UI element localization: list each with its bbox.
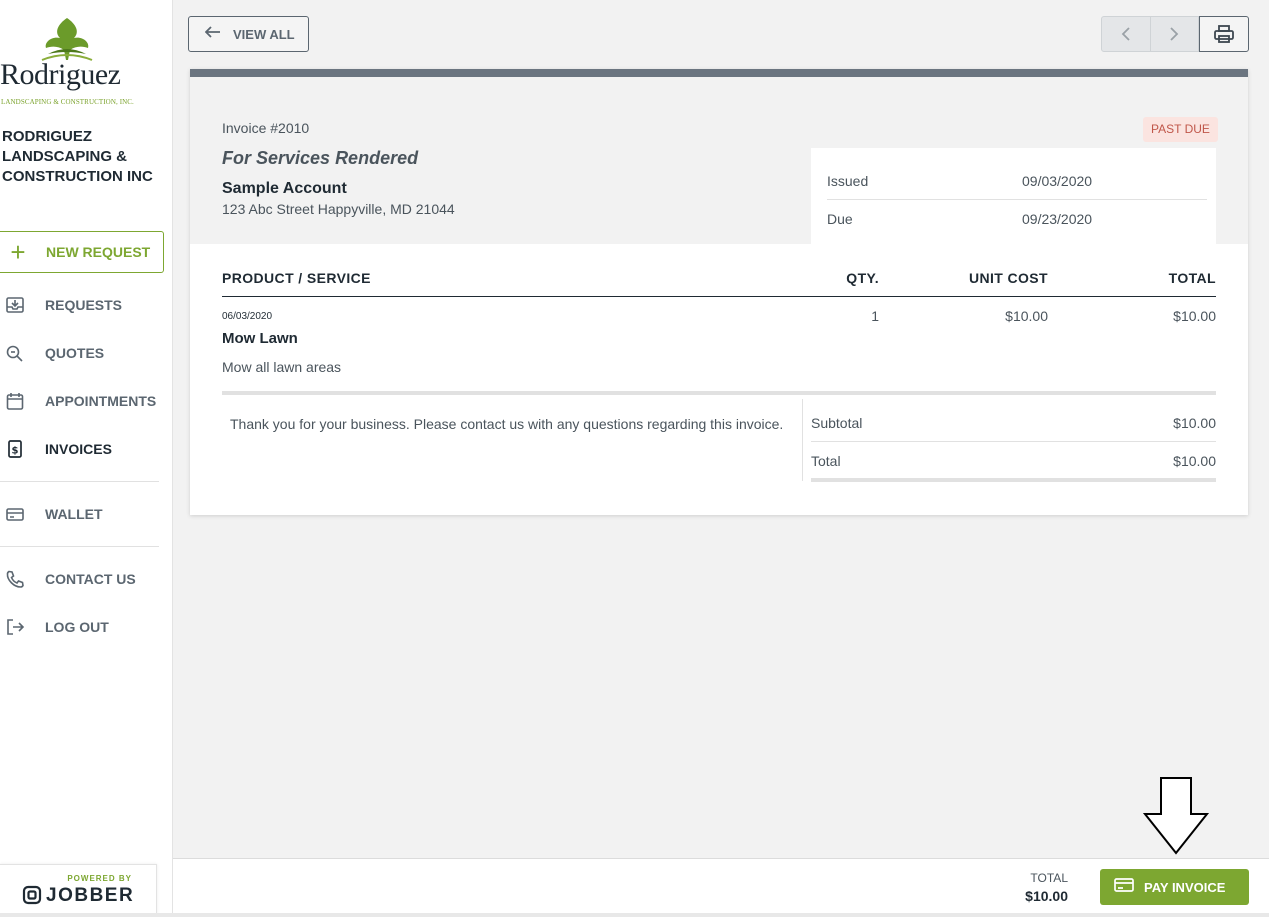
footer-total-value: $10.00: [1025, 888, 1068, 904]
sidebar-item-appointments[interactable]: [0, 383, 165, 419]
account-address: 123 Abc Street Happyville, MD 21044: [222, 201, 455, 217]
sidebar-item-contact-us[interactable]: [0, 561, 165, 597]
company-name: RODRIGUEZ LANDSCAPING & CONSTRUCTION INC: [2, 128, 153, 185]
svg-text:$: $: [11, 445, 19, 457]
payment-footer: [173, 858, 1269, 913]
new-request-button[interactable]: [0, 231, 164, 273]
sidebar-item-label: WALLET: [45, 506, 103, 522]
invoice-subject: For Services Rendered: [222, 148, 419, 168]
printer-icon: [1213, 24, 1235, 44]
column-header-qty: QTY.: [846, 270, 879, 286]
sidebar-item-label: QUOTES: [45, 345, 105, 361]
total-value: $10.00: [1173, 452, 1216, 469]
invoice-dates: [811, 148, 1216, 252]
invoice-card: [190, 69, 1248, 515]
column-header-total: TOTAL: [1168, 270, 1216, 286]
sidebar-item-invoices[interactable]: [0, 431, 165, 467]
powered-by-label: POWERED BY: [67, 874, 132, 883]
sidebar-item-label: REQUESTS: [45, 297, 123, 313]
subtotal-row: [811, 405, 1216, 442]
due-date: 09/23/2020: [1022, 210, 1093, 227]
new-request-label: NEW REQUEST: [46, 244, 151, 260]
down-arrow-icon: [1143, 776, 1211, 856]
sidebar-item-log-out[interactable]: [0, 609, 165, 645]
due-label: Due: [827, 210, 853, 227]
issued-row: [827, 163, 1207, 200]
jobber-logo-icon: [22, 885, 42, 910]
calendar-icon: [0, 391, 30, 411]
issued-date: 09/03/2020: [1022, 173, 1093, 189]
footer-total-label: TOTAL: [1030, 871, 1068, 885]
line-item-name: Mow Lawn: [222, 330, 298, 347]
logo-wordmark: Rodriguez: [0, 58, 121, 91]
sidebar-item-wallet[interactable]: [0, 496, 165, 532]
company-logo[interactable]: [0, 14, 140, 106]
arrow-left-icon: [205, 25, 221, 43]
sidebar-item-label: INVOICES: [45, 441, 112, 457]
total-row: [811, 442, 1216, 479]
items-divider: [222, 391, 1216, 395]
column-header-product: PRODUCT / SERVICE: [222, 270, 371, 286]
sidebar-item-requests[interactable]: [0, 287, 165, 323]
logout-icon: [0, 617, 30, 637]
next-invoice-button[interactable]: [1150, 17, 1198, 51]
view-all-label: VIEW ALL: [233, 26, 295, 42]
jobber-brand: JOBBER: [46, 885, 135, 906]
column-header-unit-cost: UNIT COST: [968, 270, 1048, 286]
account-name: Sample Account: [222, 180, 347, 197]
plus-icon: +: [10, 237, 26, 267]
line-item-total: $10.00: [1173, 308, 1216, 324]
sidebar-item-quotes[interactable]: [0, 335, 165, 371]
logo-tagline: LANDSCAPING & CONSTRUCTION, INC.: [1, 98, 134, 106]
invoice-pager: [1101, 16, 1199, 52]
total-label: Total: [811, 452, 841, 469]
line-item-unit-cost: $10.00: [1005, 308, 1048, 324]
line-item-description: Mow all lawn areas: [222, 359, 342, 375]
line-item-qty: 1: [871, 308, 879, 324]
invoice-number: Invoice #2010: [222, 120, 310, 136]
credit-card-icon: [0, 504, 30, 524]
chevron-left-icon: [1121, 27, 1131, 41]
previous-invoice-button[interactable]: [1102, 17, 1150, 51]
header-divider: [222, 296, 1216, 297]
sidebar-item-label: LOG OUT: [45, 619, 109, 635]
phone-icon: [0, 569, 30, 589]
line-item-date: 06/03/2020: [222, 311, 273, 322]
tree-logo-icon: [38, 16, 96, 62]
print-button[interactable]: [1199, 16, 1249, 52]
window-bottom-strip: [0, 913, 1269, 917]
invoice-message: Thank you for your business. Please contact us with any questions regarding this invoice.: [230, 416, 784, 432]
credit-card-icon: [1114, 877, 1134, 898]
card-top-border: [190, 69, 1248, 77]
nav-divider: [0, 546, 159, 547]
message-divider: [802, 399, 803, 481]
sidebar-item-label: CONTACT US: [45, 571, 136, 587]
view-all-button[interactable]: [188, 16, 309, 52]
sidebar: [0, 0, 173, 917]
pay-invoice-button[interactable]: [1100, 869, 1249, 905]
issued-label: Issued: [827, 173, 869, 189]
powered-by-jobber[interactable]: [0, 864, 157, 914]
sidebar-item-label: APPOINTMENTS: [45, 393, 157, 409]
chevron-right-icon: [1169, 27, 1179, 41]
invoice-header: [190, 77, 1248, 244]
invoice-icon: [0, 439, 30, 459]
quote-icon: [0, 343, 30, 363]
due-row: [827, 200, 1207, 237]
subtotal-label: Subtotal: [811, 415, 863, 431]
nav-divider: [0, 481, 159, 482]
pay-invoice-label: PAY INVOICE: [1144, 879, 1226, 895]
totals-divider: [811, 478, 1216, 482]
status-badge: PAST DUE: [1143, 117, 1218, 142]
subtotal-value: $10.00: [1173, 415, 1216, 431]
inbox-icon: [0, 295, 30, 315]
